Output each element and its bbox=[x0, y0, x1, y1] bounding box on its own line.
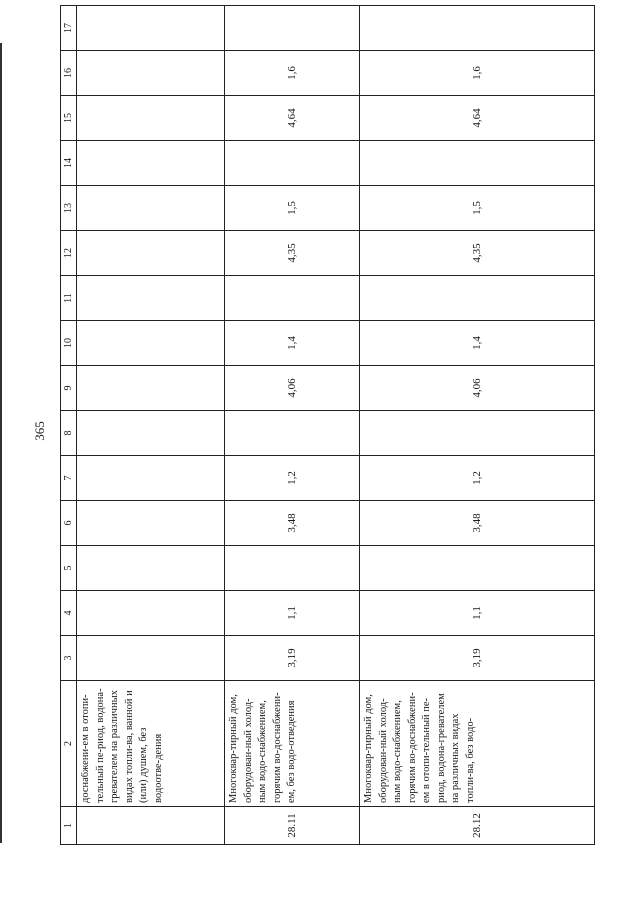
column-header: 7 bbox=[61, 456, 77, 501]
value-cell bbox=[77, 51, 225, 96]
row-description-cell: досна6жени-ем в отопи-тельный пе-риод, водона-гревателем на различных видах топли-ва, ванной и (или) душем, без водоотве-дения bbox=[77, 681, 225, 807]
value-cell: 4,64 bbox=[225, 96, 360, 141]
value-cell bbox=[77, 501, 225, 546]
value-cell: 4,35 bbox=[360, 231, 595, 276]
row-description-cell: Многоквар-тирный дом, оборудован-ный холод-ным водо-снабжением, горячим во-доснабжени-ем в отопи-тельный пе-риод, водона-гревателем на различных видах топли-ва, без водо- bbox=[360, 681, 595, 807]
header-row bbox=[61, 6, 77, 845]
column-header: 12 bbox=[61, 231, 77, 276]
value-cell: 3,48 bbox=[360, 501, 595, 546]
value-cell bbox=[360, 276, 595, 321]
column-header: 1 bbox=[61, 807, 77, 845]
column-header: 2 bbox=[61, 681, 77, 807]
row-code-cell: 28.12 bbox=[360, 807, 595, 845]
value-cell: 4,06 bbox=[360, 366, 595, 411]
value-cell bbox=[77, 6, 225, 51]
column-header: 17 bbox=[61, 6, 77, 51]
value-cell bbox=[77, 456, 225, 501]
value-cell bbox=[77, 366, 225, 411]
value-cell bbox=[77, 186, 225, 231]
value-cell: 3,48 bbox=[225, 501, 360, 546]
column-header: 8 bbox=[61, 411, 77, 456]
value-cell: 3,19 bbox=[360, 636, 595, 681]
value-cell: 1,4 bbox=[225, 321, 360, 366]
value-cell bbox=[77, 591, 225, 636]
value-cell bbox=[360, 6, 595, 51]
value-cell bbox=[77, 141, 225, 186]
value-cell: 1,1 bbox=[225, 591, 360, 636]
value-cell: 1,1 bbox=[360, 591, 595, 636]
column-header: 15 bbox=[61, 96, 77, 141]
tariff-table bbox=[60, 5, 595, 845]
row-description-cell: Многоквар-тирный дом, оборудован-ный холод-ным водо-снабжением, горячим во-доснабжени-ем, без водо-отведения bbox=[225, 681, 360, 807]
value-cell: 3,19 bbox=[225, 636, 360, 681]
value-cell bbox=[77, 546, 225, 591]
value-cell bbox=[360, 411, 595, 456]
table-row bbox=[77, 6, 225, 845]
column-header: 10 bbox=[61, 321, 77, 366]
column-header: 9 bbox=[61, 366, 77, 411]
value-cell bbox=[77, 411, 225, 456]
value-cell bbox=[225, 276, 360, 321]
value-cell bbox=[225, 6, 360, 51]
value-cell: 1,6 bbox=[360, 51, 595, 96]
scan-edge-line bbox=[0, 43, 2, 843]
value-cell bbox=[77, 276, 225, 321]
page-number: 365 bbox=[32, 421, 47, 441]
column-header: 14 bbox=[61, 141, 77, 186]
value-cell bbox=[225, 546, 360, 591]
row-code-cell bbox=[77, 807, 225, 845]
column-header: 11 bbox=[61, 276, 77, 321]
value-cell: 1,5 bbox=[225, 186, 360, 231]
value-cell bbox=[77, 96, 225, 141]
value-cell bbox=[77, 636, 225, 681]
value-cell: 1,2 bbox=[360, 456, 595, 501]
table-row bbox=[360, 6, 595, 845]
value-cell: 1,5 bbox=[360, 186, 595, 231]
value-cell: 4,35 bbox=[225, 231, 360, 276]
value-cell: 1,4 bbox=[360, 321, 595, 366]
column-header: 6 bbox=[61, 501, 77, 546]
value-cell bbox=[225, 411, 360, 456]
row-code-cell: 28.11 bbox=[225, 807, 360, 845]
column-header: 16 bbox=[61, 51, 77, 96]
column-header: 4 bbox=[61, 591, 77, 636]
value-cell bbox=[77, 231, 225, 276]
rotated-table-page bbox=[60, 0, 640, 845]
value-cell: 4,64 bbox=[360, 96, 595, 141]
table-row bbox=[225, 6, 360, 845]
value-cell bbox=[360, 546, 595, 591]
value-cell: 4,06 bbox=[225, 366, 360, 411]
column-header: 3 bbox=[61, 636, 77, 681]
column-header: 13 bbox=[61, 186, 77, 231]
value-cell: 1,2 bbox=[225, 456, 360, 501]
value-cell bbox=[225, 141, 360, 186]
value-cell bbox=[360, 141, 595, 186]
value-cell bbox=[77, 321, 225, 366]
column-header: 5 bbox=[61, 546, 77, 591]
value-cell: 1,6 bbox=[225, 51, 360, 96]
